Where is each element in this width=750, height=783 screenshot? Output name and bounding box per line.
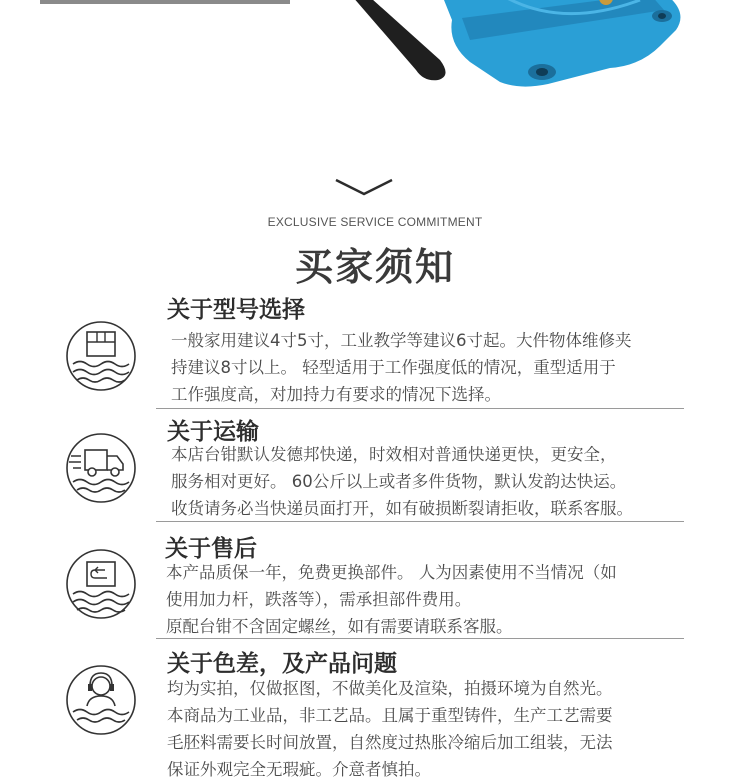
- section-title: 关于型号选择: [167, 297, 305, 323]
- divider: [156, 638, 684, 639]
- section-body: [171, 441, 633, 522]
- body-line: 工作强度高，对加持力有要求的情况下选择。: [171, 385, 501, 404]
- divider: [156, 521, 684, 522]
- section-title: 关于售后: [165, 536, 257, 562]
- section-body: [171, 327, 632, 408]
- body-line: 原配台钳不含固定螺丝，如有需要请联系客服。: [166, 617, 513, 636]
- section-title: 关于色差，及产品问题: [167, 651, 397, 677]
- page-title: 买家须知: [294, 245, 455, 289]
- delivery-truck-icon: [65, 432, 137, 504]
- body-line: 本商品为工业品，非工艺品。且属于重型铸件，生产工艺需要: [167, 706, 613, 725]
- return-box-icon: [65, 548, 137, 620]
- section-subtitle: EXCLUSIVE SERVICE COMMITMENT: [267, 215, 483, 229]
- body-line: 收货请务必当快递员面打开，如有破损断裂请拒收，联系客服。: [171, 499, 633, 518]
- box-icon: [65, 320, 137, 392]
- body-line: 一般家用建议4寸5寸，工业教学等建议6寸起。大件物体维修夹: [171, 331, 632, 350]
- body-line: 使用加力杆，跌落等），需承担部件费用。: [166, 590, 472, 609]
- body-line: 保证外观完全无瑕疵。介意者慎拍。: [167, 760, 431, 779]
- body-line: 服务相对更好。 60公斤以上或者多件货物，默认发韵达快运。: [171, 472, 627, 491]
- section-body: [167, 675, 613, 783]
- body-line: 持建议8寸以上。 轻型适用于工作强度低的情况，重型适用于: [171, 358, 616, 377]
- product-photo: [0, 0, 750, 130]
- customer-service-icon: [65, 664, 137, 736]
- body-line: 毛胚料需要长时间放置，自然度过热胀冷缩后加工组装，无法: [167, 733, 613, 752]
- body-line: 本产品质保一年，免费更换部件。 人为因素使用不当情况（如: [166, 563, 617, 582]
- divider: [156, 408, 684, 409]
- section-title: 关于运输: [167, 419, 259, 445]
- body-line: 本店台钳默认发德邦快递，时效相对普通快递更快，更安全，: [171, 445, 617, 464]
- body-line: 均为实拍，仅做抠图，不做美化及渲染，拍摄环境为自然光。: [167, 679, 613, 698]
- section-body: [166, 559, 617, 640]
- chevron-down-icon: [334, 176, 394, 198]
